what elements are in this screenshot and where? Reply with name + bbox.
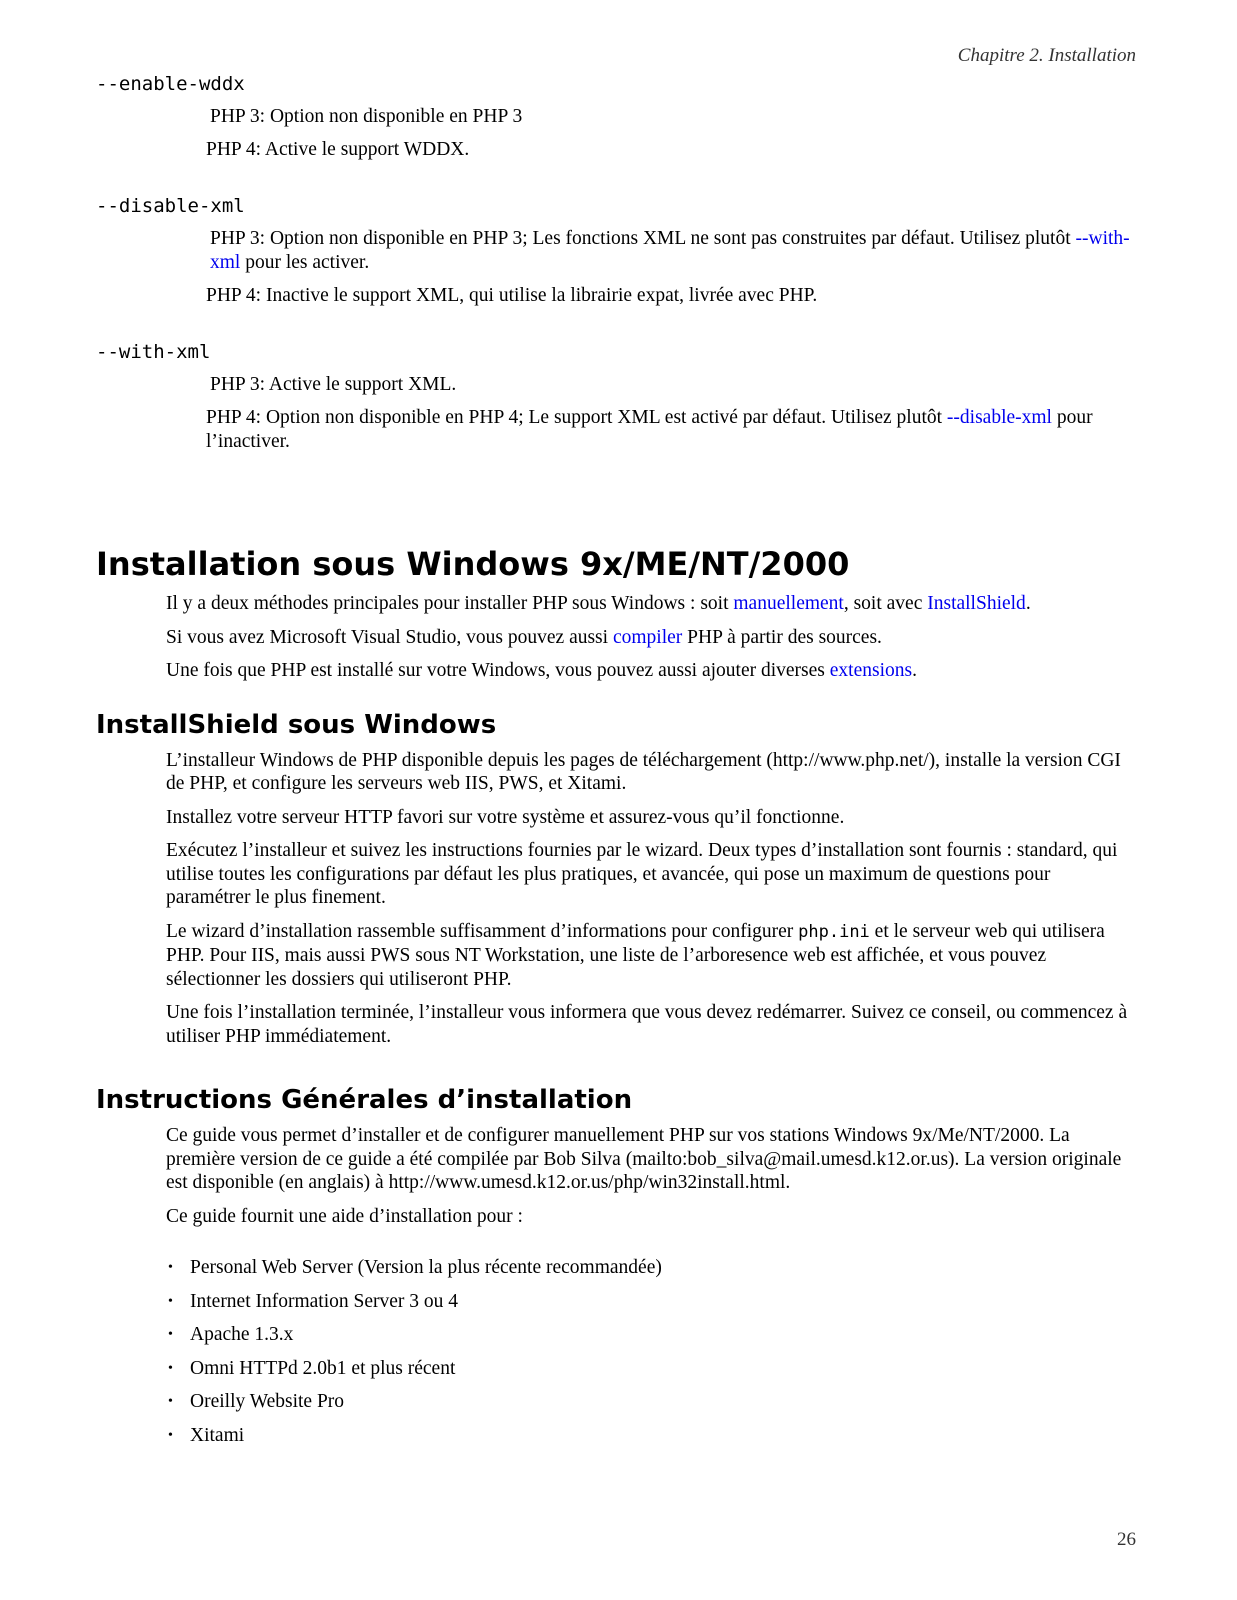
text: PHP 3: Option non disponible en PHP 3; Les fonctions XML ne sont pas construites par défaut. Utilisez plutôt: [210, 228, 1076, 249]
bullet-icon: •: [168, 1260, 173, 1275]
server-list: [166, 1256, 1136, 1448]
paragraph: Exécutez l’installeur et suivez les instructions fournies par le wizard. Deux types d’installation sont fournis : standard, qui utilise toutes les configurations par défaut les plus pratiques, et avancée, qui pose un maximum de questions pour paramétrer le plus finement.: [166, 840, 1118, 908]
text: , soit avec: [843, 593, 928, 614]
page-number: 26: [1117, 1529, 1136, 1550]
list-item: [166, 1290, 1136, 1314]
text: PHP 4: Option non disponible en PHP 4; Le support XML est activé par défaut. Utilisez plutôt: [206, 407, 947, 428]
option-term: --with-xml: [96, 341, 211, 363]
text: Le wizard d’installation rassemble suffisamment d’informations pour configurer: [166, 920, 799, 942]
text: Une fois que PHP est installé sur votre Windows, vous pouvez aussi ajouter diverses: [166, 660, 830, 681]
paragraph: Ce guide fournit une aide d’installation pour :: [166, 1205, 523, 1227]
option-description: [206, 373, 1136, 454]
list-item-text: Apache 1.3.x: [190, 1324, 294, 1345]
text: .: [1025, 593, 1031, 614]
paragraph: [166, 920, 1136, 992]
list-item-text: Oreilly Website Pro: [190, 1391, 345, 1412]
list-item: [166, 1424, 1136, 1448]
section-body-installshield: [166, 749, 1136, 1049]
php-ini-code: php.ini: [798, 921, 870, 942]
running-header: Chapitre 2. Installation: [957, 45, 1136, 66]
list-item-text: Xitami: [190, 1424, 245, 1446]
option-description: [206, 227, 1136, 308]
paragraph: Ce guide vous permet d’installer et de configurer manuellement PHP sur vos stations Windows 9x/Me/NT/2000. La première version de ce guide a été compilée par Bob Silva (mailto:bob_silva@mail.umesd.k12.or.us). La version originale est disponible (en anglais) à http://www.umesd.k12.or.us/php/win32install.html.: [166, 1125, 1122, 1193]
option-disable-xml: [96, 194, 1136, 308]
section-body-windows: [166, 592, 1136, 683]
page-content: [96, 72, 1136, 1457]
bullet-icon: •: [168, 1360, 173, 1376]
section-body-general: [166, 1124, 1136, 1448]
paragraph: Une fois l’installation terminée, l’installeur vous informera que vous devez redémarrer. Suivez ce conseil, ou commencez à utiliser PHP immédiatement.: [166, 1002, 1128, 1047]
installshield-link[interactable]: InstallShield: [927, 593, 1026, 614]
bullet-icon: •: [168, 1394, 173, 1409]
extensions-link[interactable]: extensions: [829, 660, 913, 681]
option-with-xml: [96, 340, 1136, 454]
section-title-general: Instructions Générales d’installation: [96, 1085, 633, 1115]
option-description: [206, 105, 1136, 162]
section-title-installshield: InstallShield sous Windows: [96, 709, 497, 740]
php3-note: PHP 3: Option non disponible en PHP 3: [210, 106, 523, 127]
option-enable-wddx: [96, 72, 1136, 162]
paragraph: L’installeur Windows de PHP disponible depuis les pages de téléchargement (http://www.php.net/), installe la version CGI de PHP, et configure les serveurs web IIS, PWS, et Xitami.: [166, 749, 1121, 794]
list-item: [166, 1357, 1136, 1381]
section-title-windows: Installation sous Windows 9x/ME/NT/2000: [96, 545, 850, 583]
manuellement-link[interactable]: manuellement: [733, 593, 844, 614]
option-term: --enable-wddx: [96, 73, 245, 95]
bullet-icon: •: [168, 1427, 173, 1443]
text: et le serveur web qui utilisera PHP. Pour IIS, mais aussi PWS sous NT Workstation, une liste de l’arboresence web est affichée, et vous pouvez sélectionner les dossiers qui utiliseront PHP.: [166, 920, 1105, 990]
php3-note: [206, 227, 1136, 275]
paragraph: [166, 592, 1136, 616]
list-item-text: Personal Web Server (Version la plus récente recommandée): [190, 1257, 662, 1278]
paragraph: Installez votre serveur HTTP favori sur votre système et assurez-vous qu’il fonctionne.: [166, 806, 845, 828]
php4-note: PHP 4: Active le support WDDX.: [206, 139, 470, 160]
with-xml-link[interactable]: --with-xml: [210, 228, 1130, 273]
list-item: [166, 1390, 1136, 1414]
bullet-icon: •: [168, 1327, 173, 1342]
disable-xml-link[interactable]: --disable-xml: [946, 407, 1052, 428]
php4-note: [206, 406, 1136, 454]
list-item-text: Internet Information Server 3 ou 4: [190, 1290, 459, 1312]
compiler-link[interactable]: compiler: [612, 626, 683, 648]
text: pour l’inactiver.: [206, 407, 1093, 452]
text: .: [912, 660, 917, 681]
list-item: [166, 1323, 1136, 1347]
text: Si vous avez Microsoft Visual Studio, vous pouvez aussi: [166, 626, 613, 648]
paragraph: [166, 626, 1136, 650]
paragraph: [166, 659, 1136, 683]
list-item-text: Omni HTTPd 2.0b1 et plus récent: [190, 1357, 456, 1379]
list-item: [166, 1256, 1136, 1280]
php4-note: PHP 4: Inactive le support XML, qui utilise la librairie expat, livrée avec PHP.: [206, 285, 818, 306]
php3-note: PHP 3: Active le support XML.: [210, 374, 457, 395]
text: Il y a deux méthodes principales pour installer PHP sous Windows : soit: [166, 593, 734, 614]
text: PHP à partir des sources.: [682, 626, 882, 648]
option-term: --disable-xml: [96, 195, 245, 217]
bullet-icon: •: [168, 1293, 173, 1309]
text: pour les activer.: [240, 252, 370, 273]
